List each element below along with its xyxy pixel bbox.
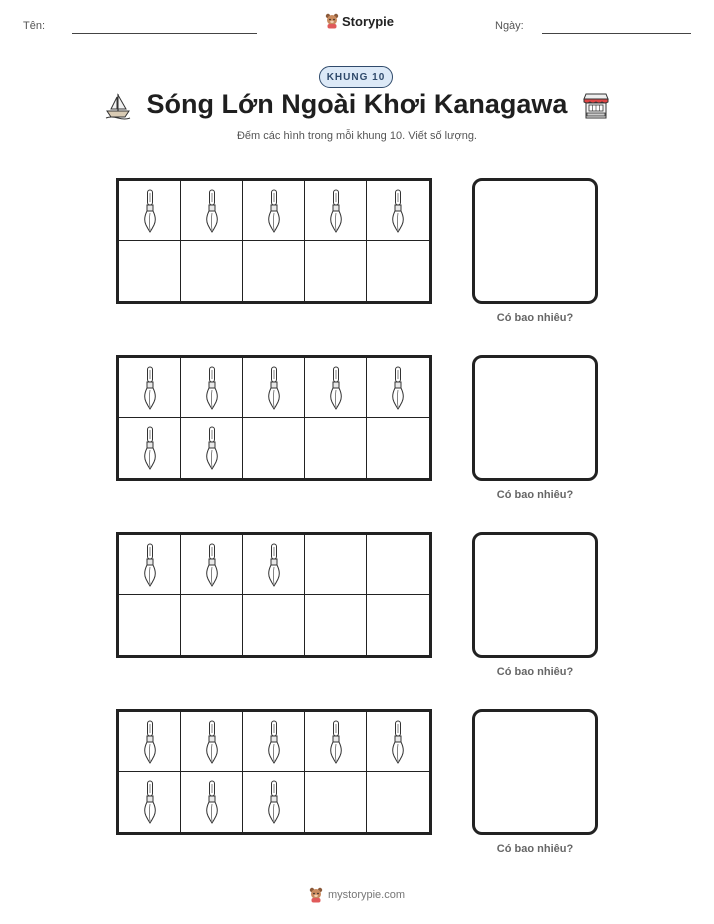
page-title: Sóng Lớn Ngoài Khơi Kanagawa: [146, 89, 568, 119]
answer-box[interactable]: [472, 532, 598, 658]
paintbrush-icon: [267, 366, 281, 410]
paintbrush-icon: [391, 189, 405, 233]
ten-frame-cell: [305, 772, 367, 832]
ten-frame-cell: [367, 418, 429, 478]
paintbrush-icon: [143, 426, 157, 470]
worksheet-type-badge: KHUNG 10: [319, 66, 393, 88]
ten-frame-cell: [119, 535, 181, 595]
ten-frame-cell: [243, 772, 305, 832]
ten-frame-cell: [367, 181, 429, 241]
paintbrush-icon: [329, 189, 343, 233]
ten-frame-cell: [243, 181, 305, 241]
ten-frame: [116, 709, 432, 835]
ten-frame-cell: [119, 241, 181, 301]
count-prompt: Có bao nhiêu?: [496, 666, 574, 678]
paintbrush-icon: [205, 780, 219, 824]
logo-text: Storypie: [342, 13, 395, 29]
ten-frame-cell: [181, 241, 243, 301]
paintbrush-icon: [329, 720, 343, 764]
answer-box[interactable]: [472, 355, 598, 481]
paintbrush-icon: [143, 189, 157, 233]
instructions: Đếm các hình trong mỗi khung 10. Viết số lượng.: [236, 130, 477, 142]
ten-frame-cell: [367, 595, 429, 655]
ten-frame-cell: [181, 535, 243, 595]
paintbrush-icon: [143, 720, 157, 764]
ten-frame-cell: [305, 358, 367, 418]
ten-frame-cell: [367, 358, 429, 418]
storypie-logo: [325, 13, 394, 29]
ten-frame-cell: [119, 712, 181, 772]
ten-frame: [116, 355, 432, 481]
ten-frame-cell: [367, 772, 429, 832]
ten-frame-cell: [181, 772, 243, 832]
shop-icon: [582, 92, 610, 120]
count-prompt: Có bao nhiêu?: [496, 312, 574, 324]
answer-box[interactable]: [472, 709, 598, 835]
paintbrush-icon: [205, 543, 219, 587]
ten-frame-cell: [181, 595, 243, 655]
date-line[interactable]: [542, 33, 691, 34]
paintbrush-icon: [391, 720, 405, 764]
bear-mascot-icon: [325, 13, 339, 29]
ten-frame-cell: [243, 358, 305, 418]
ten-frame-cell: [119, 595, 181, 655]
name-label: Tên:: [23, 20, 46, 32]
paintbrush-icon: [267, 189, 281, 233]
paintbrush-icon: [143, 543, 157, 587]
ten-frame-cell: [305, 181, 367, 241]
name-line[interactable]: [72, 33, 257, 34]
ten-frame-cell: [181, 418, 243, 478]
ten-frame-cell: [305, 712, 367, 772]
paintbrush-icon: [391, 366, 405, 410]
count-prompt: Có bao nhiêu?: [496, 843, 574, 855]
ten-frame: [116, 178, 432, 304]
ten-frame-cell: [305, 241, 367, 301]
ten-frame-cell: [243, 535, 305, 595]
ten-frame-cell: [243, 712, 305, 772]
answer-box[interactable]: [472, 178, 598, 304]
ten-frame-cell: [367, 241, 429, 301]
footer-url: mystorypie.com: [328, 889, 406, 901]
paintbrush-icon: [205, 189, 219, 233]
ten-frame-cell: [243, 241, 305, 301]
ten-frame-cell: [243, 418, 305, 478]
ten-frame-cell: [305, 595, 367, 655]
ten-frame-cell: [305, 418, 367, 478]
ten-frame: [116, 532, 432, 658]
ten-frame-cell: [119, 418, 181, 478]
ten-frame-cell: [305, 535, 367, 595]
ten-frame-cell: [367, 535, 429, 595]
ten-frame-cell: [119, 181, 181, 241]
paintbrush-icon: [329, 366, 343, 410]
paintbrush-icon: [267, 780, 281, 824]
ten-frame-cell: [119, 358, 181, 418]
count-prompt: Có bao nhiêu?: [496, 489, 574, 501]
paintbrush-icon: [267, 720, 281, 764]
paintbrush-icon: [205, 426, 219, 470]
paintbrush-icon: [267, 543, 281, 587]
paintbrush-icon: [205, 366, 219, 410]
bear-mascot-icon: [309, 887, 323, 903]
ten-frame-cell: [243, 595, 305, 655]
ten-frame-cell: [367, 712, 429, 772]
paintbrush-icon: [205, 720, 219, 764]
footer: [309, 887, 405, 903]
ten-frame-cell: [181, 181, 243, 241]
date-label: Ngày:: [495, 20, 524, 32]
paintbrush-icon: [143, 366, 157, 410]
ten-frame-cell: [119, 772, 181, 832]
ten-frame-cell: [181, 712, 243, 772]
paintbrush-icon: [143, 780, 157, 824]
ten-frame-cell: [181, 358, 243, 418]
